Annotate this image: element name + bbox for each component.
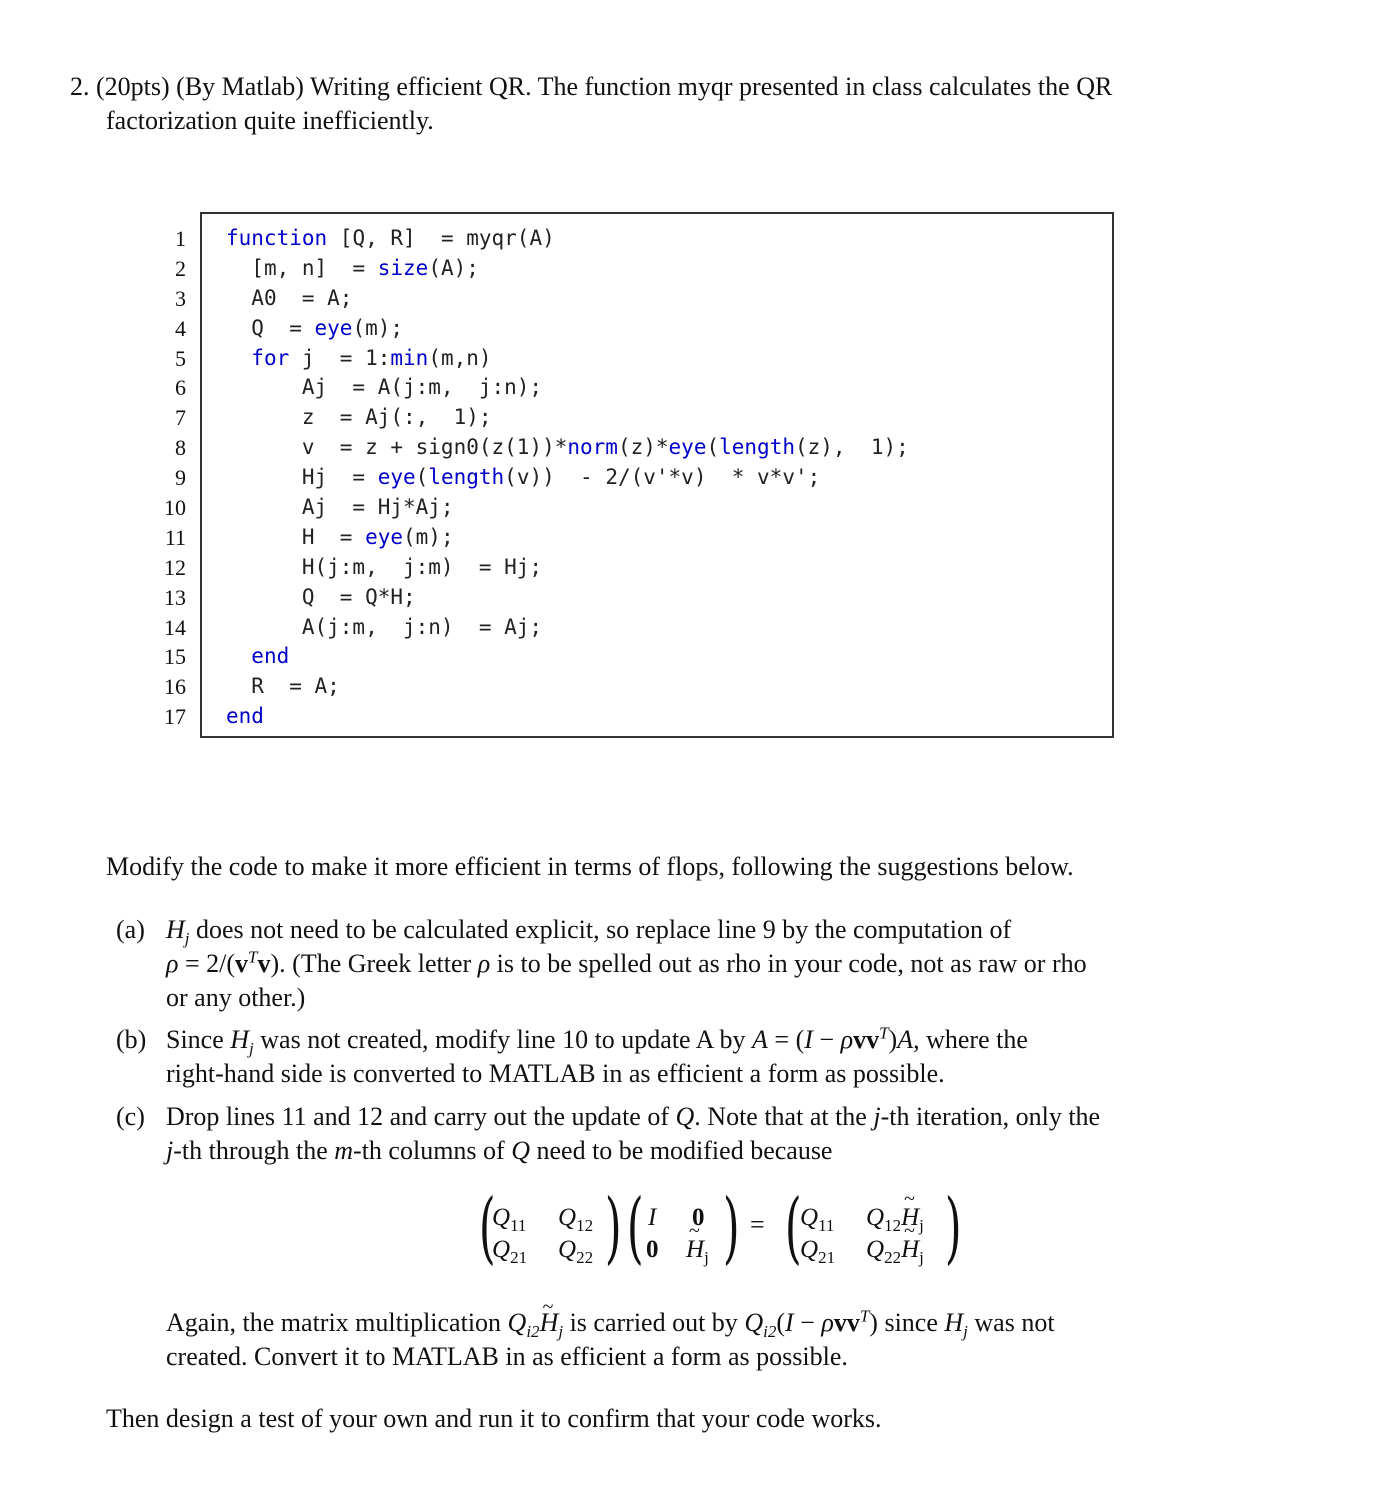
problem-header: [70, 70, 1300, 138]
code-function: norm: [567, 435, 618, 460]
item-a-body: [166, 913, 1286, 1015]
code-line: [226, 373, 909, 403]
code-text: Aj = Hj*Aj;: [301, 495, 454, 520]
code-box: [200, 212, 1114, 738]
code-text: [Q, R] = myqr(A): [327, 226, 555, 250]
code-text: R = A;: [251, 674, 340, 699]
matrix-q21: $Q_{21}$: [800, 1236, 836, 1267]
code-text: (m,n): [428, 345, 492, 370]
item-a-text-3: is to be spelled out as rho in your code, not as raw or rho: [490, 949, 1087, 978]
item-c-line-2: j-th through the m-th columns of Q need to be modified because: [166, 1136, 833, 1165]
code-text: (z), 1);: [794, 435, 909, 460]
matrix-q22-h: $Q_{22}\sim$ $H_j$: [866, 1236, 924, 1264]
code-function: length: [719, 435, 795, 460]
code-text: H(j:m, j:m) = Hj;: [301, 554, 543, 579]
code-function: eye: [377, 465, 416, 490]
item-c-text-5: -th columns of: [353, 1136, 512, 1165]
code-text: (v)) - 2/(v'*v) * v*v';: [504, 465, 821, 490]
code-line: [226, 672, 909, 702]
item-a-text-1: does not need to be calculated explicit, so replace line 9 by the computation of: [189, 915, 1012, 944]
matrix-q22: $Q_{22}$: [558, 1236, 594, 1267]
code-line: [226, 284, 909, 314]
final-paragraph: Then design a test of your own and run it to confirm that your code works.: [106, 1404, 882, 1433]
block-matrix-equation: [470, 1183, 990, 1278]
item-a-line-3: or any other.): [166, 983, 306, 1012]
line-number: 16: [164, 674, 186, 700]
code-text: [m, n] =: [251, 255, 378, 280]
code-keyword: for: [251, 345, 290, 370]
item-b-text-1: Since: [166, 1025, 231, 1054]
matrix-q11: $Q_{11}$: [800, 1204, 835, 1235]
line-number: 9: [175, 465, 186, 491]
code-text: [226, 495, 302, 519]
matrix-zero: 0: [646, 1236, 659, 1263]
matrix-h-tilde: ~ $H_j$: [686, 1236, 709, 1264]
item-c-text-6: need to be modified because: [529, 1136, 833, 1165]
left-paren: (: [478, 1183, 496, 1273]
matrix-q12-h: $Q_{12}\sim$ $H_j$: [866, 1204, 924, 1232]
code-function: eye: [668, 435, 707, 460]
line-number-column: [150, 224, 186, 732]
item-b-line-1: Since $H_j$ was not created, modify line 10 to update A by A = (I − ρvv$^T$)A, where the: [166, 1023, 1028, 1059]
matrix-identity: I: [648, 1204, 657, 1231]
code-text: j = 1:: [289, 345, 391, 370]
code-text: [226, 555, 302, 579]
line-number: 11: [164, 524, 186, 550]
code-keyword: end: [251, 644, 290, 669]
line-number: 6: [175, 375, 186, 401]
line-number: 12: [164, 554, 186, 580]
item-c-text-1: Drop lines 11 and 12 and carry out the update of: [166, 1102, 676, 1131]
code-text: z = Aj(:, 1);: [301, 405, 492, 430]
problem-line-2: factorization quite inefficiently.: [106, 106, 434, 135]
code-line: [226, 583, 909, 613]
code-text: [226, 346, 251, 370]
item-c-again-line-2: created. Convert it to MATLAB in as efficient a form as possible.: [166, 1342, 848, 1371]
matrix-q12: $Q_{12}$: [558, 1204, 594, 1235]
code-function: eye: [314, 315, 353, 340]
item-c-text-4: -th through the: [173, 1136, 335, 1165]
line-number: 7: [175, 405, 186, 431]
item-c-again-text-3: since: [877, 1308, 945, 1337]
code-text: (m);: [403, 524, 454, 549]
code-text: [226, 316, 251, 340]
code-keyword: end: [226, 704, 264, 729]
left-paren: (: [626, 1183, 644, 1273]
right-paren: ): [604, 1183, 622, 1273]
item-a-line-2: $\rho = 2/(v^Tv)$. (The Greek letter ρ is to be spelled out as rho in your code, not as raw or rho: [166, 947, 1087, 978]
item-c-again-text-4: was not: [967, 1308, 1055, 1337]
code-line: [226, 314, 909, 344]
item-c-line-1: Drop lines 11 and 12 and carry out the update of Q. Note that at the j-th iteration, only the: [166, 1102, 1101, 1131]
code-text: Aj = A(j:m, j:n);: [301, 375, 543, 400]
code-text: [226, 525, 302, 549]
matrix-zero: 0: [692, 1204, 705, 1231]
code-text: Hj =: [301, 465, 378, 490]
equals-sign: =: [750, 1210, 765, 1239]
code-text: A(j:m, j:n) = Aj;: [301, 614, 543, 639]
line-number: 8: [175, 435, 186, 461]
code-text: A0 = A;: [251, 285, 353, 310]
code-line: [226, 224, 909, 254]
line-number: 14: [164, 614, 186, 640]
code-text: Q = Q*H;: [301, 584, 416, 609]
code-line: [226, 344, 909, 374]
code-text: [226, 465, 302, 489]
item-b-label: (b): [116, 1025, 147, 1054]
code-function: min: [390, 345, 429, 370]
code-line: [226, 613, 909, 643]
modify-paragraph: Modify the code to make it more efficient in terms of flops, following the suggestions below.: [106, 852, 1074, 881]
code-line: [226, 642, 909, 672]
code-text: (: [415, 465, 429, 490]
item-b-body: [166, 1023, 1286, 1091]
code-line: [226, 403, 909, 433]
item-c-again-text-2: is carried out by: [563, 1308, 745, 1337]
code-text: [226, 286, 251, 310]
code-listing: [150, 212, 1116, 740]
code-text: (: [706, 435, 720, 460]
code-line: [226, 254, 909, 284]
line-number: 10: [164, 495, 186, 521]
right-paren: ): [944, 1183, 962, 1273]
code-text: Q =: [251, 315, 315, 340]
item-b-text-2: was not created, modify line 10 to update A by: [253, 1025, 753, 1054]
item-a-text-2: . (The Greek letter: [279, 949, 478, 978]
code-text: [226, 405, 302, 429]
line-number: 3: [175, 285, 186, 311]
code-line: [226, 433, 909, 463]
code-function: size: [377, 255, 429, 280]
matrix-q11: $Q_{11}$: [492, 1204, 527, 1235]
code-text: H =: [301, 524, 366, 549]
item-c-again-line-1: Again, the matrix multiplication $Q_{i2}\sim$ $H_j$ is carried out by $Q_{i2}(I - \rho vv^T)$ since $H_j$ was not: [166, 1306, 1306, 1340]
code-line: [226, 523, 909, 553]
line-number: 13: [164, 584, 186, 610]
code-line: [226, 463, 909, 493]
code-line: [226, 493, 909, 523]
item-c-body: [166, 1100, 1286, 1168]
code-text: v = z + sign0(z(1))*: [301, 435, 568, 460]
item-b-text-3: , where the: [913, 1025, 1028, 1054]
item-c-again: [166, 1306, 1306, 1374]
code-function: eye: [365, 524, 404, 549]
code-keyword: function: [226, 226, 328, 250]
code-line: [226, 553, 909, 583]
matrix-q21: $Q_{21}$: [492, 1236, 528, 1267]
item-a-label: (a): [116, 915, 145, 944]
code-text: [226, 256, 251, 280]
code-function: length: [428, 465, 505, 490]
line-number: 1: [175, 226, 186, 251]
line-number: 4: [175, 315, 186, 341]
item-c-text-3: -th iteration, only the: [880, 1102, 1101, 1131]
item-a-line-1: $H_j$ does not need to be calculated explicit, so replace line 9 by the computation of: [166, 915, 1012, 949]
item-c-text-2: . Note that at the: [694, 1102, 874, 1131]
line-number: 15: [164, 644, 186, 670]
code-lines: [226, 224, 909, 732]
problem-line-1: 2. (20pts) (By Matlab) Writing efficient QR. The function myqr presented in class calculates the QR: [70, 72, 1113, 101]
code-text: [226, 674, 251, 698]
code-text: [226, 615, 302, 639]
item-b-line-2: right-hand side is converted to MATLAB in as efficient a form as possible.: [166, 1059, 945, 1088]
line-number: 2: [175, 255, 186, 281]
code-text: [226, 435, 302, 459]
code-text: (z)*: [617, 435, 669, 460]
line-number: 5: [175, 345, 186, 371]
code-text: [226, 585, 302, 609]
right-paren: ): [722, 1183, 740, 1273]
code-line: [226, 702, 909, 732]
item-c-label: (c): [116, 1102, 145, 1131]
code-text: (m);: [352, 315, 404, 340]
code-text: [226, 644, 251, 668]
item-c-again-text-1: Again, the matrix multiplication: [166, 1308, 508, 1337]
left-paren: (: [784, 1183, 802, 1273]
code-text: [226, 375, 302, 399]
line-number: 17: [164, 704, 186, 730]
code-text: (A);: [428, 255, 479, 280]
